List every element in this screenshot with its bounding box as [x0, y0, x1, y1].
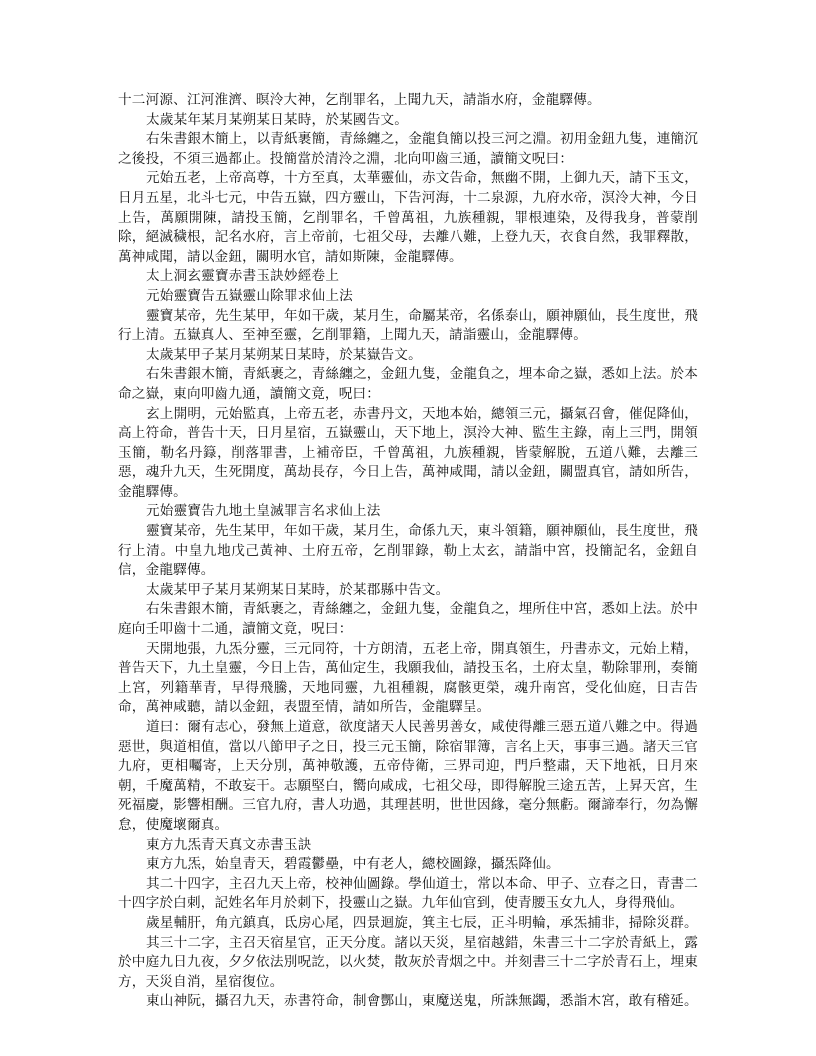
text-line: 東方九炁，始皇青天，碧霞鬱壘，中有老人，總校圖錄，攝炁降仙。 — [146, 856, 560, 873]
text-paragraph: 其二十四字，主召九天上帝，校神仙圖錄。學仙道士，常以本命、甲子、立春之日，青書二十四字於白刺，記姓名年月於刺下，投靈山之嶽。九年仙官到，使青腰玉女九人，身得飛仙。 — [118, 875, 698, 912]
text-paragraph: 其三十二字，主召天宿星官，正天分度。諸以天災，星宿越錯，朱書三十二字於青紙上，露於中庭九日九夜，夕夕依法別呪訖，以火焚，散灰於青烟之中。并刻書三十二字於青石上，埋東方，天災自消，星宿復位。 — [118, 934, 698, 990]
text-line: 太歲某甲子某月某朔某日某時，於某郡縣中告文。 — [146, 581, 450, 598]
incantation-paragraph: 元始五老，上帝高尊，十方至真，太華靈仙，赤文告命，無幽不開，上御九天，請下玉文，日月五星，北斗七元，中告五嶽，四方靈山，下告河海，十二泉源，九府水帝，溟泠大神，今日上告，萬願開陳，請投玉簡，乞削罪名，千曾萬祖，九族種親，罪根連染，及得我身，普蒙削除，絕滅穢根，記名水府，言上帝前，七祖父母，去離八難，上登九天，衣食自然，我罪釋散，萬神咸聞，請以金鈕，關明水官，請如斯陳，金龍驛傳。 — [118, 170, 698, 265]
section-heading: 太上洞玄靈寶赤書玉訣妙經卷上 — [146, 268, 340, 285]
text-paragraph: 右朱書銀木簡上，以青紙裹簡，青絲纏之，金龍負簡以投三河之淵。初用金鈕九隻，連簡沉之後投，不須三過都止。投簡當於清泠之淵，北向叩齒三通，讀簡文呪曰： — [118, 131, 698, 167]
incantation-paragraph: 玄上開明，元始監真，上帝五老，赤書丹文，天地本始，總領三元，攝氣召會，催促降仙，高上符命，普告十天，日月星宿，五嶽靈山，天下地上，溟泠大神、監生主錄，南上三門，開領玉簡，勒名丹籙，削落罪書，上補帝臣，千曾萬祖，九族種親，皆蒙解脫，五道八難，去離三惡，魂升九天，生死開度，萬劫長存，今日上告，萬神咸聞，請以金鈕，關盟真官，請如所告，金龍驛傳。 — [118, 405, 698, 500]
incantation-paragraph: 天開地張，九炁分靈，三元同符，十方朗清，五老上帝，開真領生，丹書赤文，元始上精，普告天下，九土皇靈，今日上告，萬仙定生，我願我仙，請投玉名，土府太皇，勒除罪刑，奏簡上宮，列籍華青，早得飛騰，天地同靈，九祖種親，腐骸更榮，魂升南宮，受化仙庭，日吉告命，萬神咸聽，請以金鈕，表盟至情，請如所告，金龍驛呈。 — [118, 640, 698, 716]
section-heading: 元始靈寶告九地土皇滅罪言名求仙上法 — [146, 503, 381, 520]
text-line: 太歲某甲子某月某朔某日某時，於某嶽告文。 — [146, 346, 422, 363]
section-heading: 元始靈寶告五嶽靈山除罪求仙上法 — [146, 287, 353, 304]
text-line: 太歲某年某月某朔某日某時，於某國告文。 — [146, 111, 409, 128]
text-line: 東山神阮，攝召九天，赤書符命，制會酆山，東魔送鬼，所誅無蠲，悉詣木宮，敢有稽延。 — [146, 993, 698, 1010]
text-paragraph: 靈寶某帝，先生某甲，年如干歲，某月生，命屬某帝，名係泰山，願神願仙，長生度世，飛行上清。五嶽真人、至神至靈，乞削罪籍，上聞九天，請詣靈山，金龍驛傳。 — [118, 307, 698, 344]
text-line: 歲星輔肝，角亢鎮真，氐房心尾，四景迴旋，箕主七辰，正斗明輪，承炁捕非，掃除災群。 — [146, 914, 698, 931]
text-paragraph: 右朱書銀木簡，青紙裹之，青絲纏之，金鈕九隻，金龍負之，埋本命之嶽，悉如上法。於本命之嶽，東向叩齒九通，讀簡文竟，呪曰： — [118, 366, 698, 402]
text-line: 十二河源、江河淮濟、暝泠大神，乞削罪名，上聞九天，請詣水府，金龍驛傳。 — [118, 92, 601, 108]
text-paragraph: 右朱書銀木簡，青紙裹之，青絲纏之，金鈕九隻，金龍負之，埋所住中宮，悉如上法。於中庭向壬叩齒十二通，讀簡文竟，呪曰： — [118, 601, 698, 638]
document-page — [118, 91, 698, 1012]
text-paragraph: 靈寶某帝，先生某甲，年如干歲，某月生，命係九天，東斗領籍，願神願仙，長生度世，飛行上清。中皇九地戊己黃神、土府五帝，乞削罪錄，勒上太玄，請詣中宮，投簡記名，金鈕自信，金龍驛傳。 — [118, 523, 698, 579]
section-heading: 東方九炁青天真文赤書玉訣 — [146, 836, 312, 853]
text-paragraph: 道曰：爾有志心，發無上道意，欲度諸天人民善男善女，咸使得離三惡五道八難之中。得過惡世，與道相值，當以八節甲子之日，投三元玉簡，除宿罪簿，言名上天，事事三過。諸天三官九府，更相囑寄，上天分別，萬神敬護，五帝侍衛，三界司迎，門戶整肅，天下地祇，日月來朝，千魔萬精，不敢妄干。志願堅白，嚮向咸成，七祖父母，即得解脫三途五苦，上昇天宮，生死福慶，影響相酬。三官九府，書人功過，其理甚明，世世因緣，毫分無虧。爾諦奉行，勿為懈怠，使魔壞爾真。 — [118, 719, 698, 833]
